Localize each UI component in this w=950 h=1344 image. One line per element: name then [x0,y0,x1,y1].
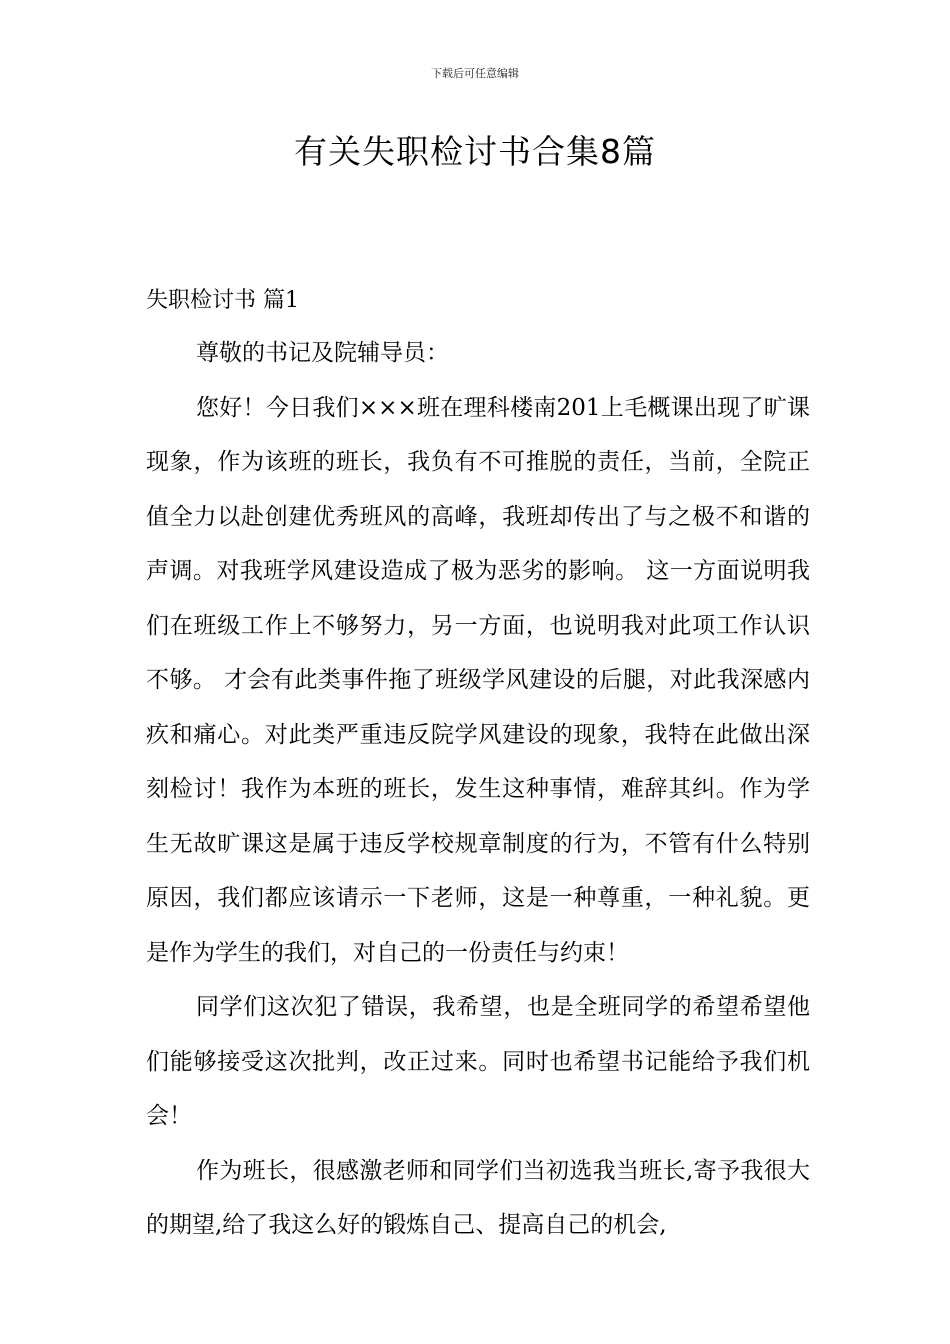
document-body [146,326,810,1253]
page-header-note: 下载后可任意编辑 [431,67,519,80]
body-paragraph: 您好！今日我们×××班在理科楼南201上毛概课出现了旷课现象，作为该班的班长，我负有不可推脱的责任，当前，全院正值全力以赴创建优秀班风的高峰，我班却传出了与之极不和谐的声调。对我班学风建设造成了极为恶劣的影响。 这一方面说明我们在班级工作上不够努力，另一方面，也说明我对此项工作认识不够。 才会有此类事件拖了班级学风建设的后腿，对此我深感内疚和痛心。对此类严重违反院学风建设的现象，我特在此做出深刻检讨！我作为本班的班长，发生这种事情，难辞其纠。作为学生无故旷课这是属于违反学校规章制度的行为，不管有什么特别原因，我们都应该请示一下老师，这是一种尊重，一种礼貌。更是作为学生的我们，对自己的一份责任与约束！ [146,394,810,966]
body-paragraph: 同学们这次犯了错误，我希望，也是全班同学的希望希望他们能够接受这次批判，改正过来。同时也希望书记能给予我们机会！ [146,994,810,1129]
salutation-paragraph: 尊敬的书记及院辅导员： [196,340,449,366]
section-heading: 失职检讨书 篇1 [146,288,299,313]
body-paragraph: 作为班长，很感激老师和同学们当初选我当班长,寄予我很大的期望,给了我这么好的锻炼自己、提高自己的机会, [146,1157,810,1238]
document-title: 有关失职检讨书合集8篇 [294,132,656,171]
